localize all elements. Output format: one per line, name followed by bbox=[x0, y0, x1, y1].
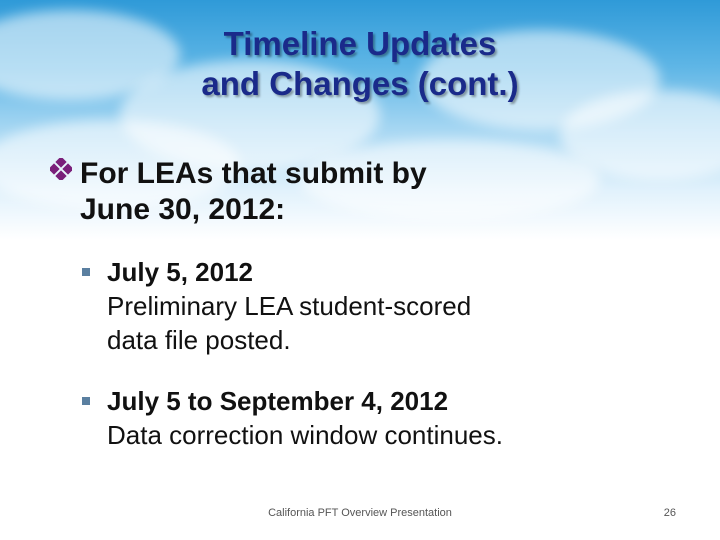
square-bullet-icon bbox=[82, 397, 90, 405]
sub-bullet-1-line-2: data file posted. bbox=[107, 325, 291, 355]
slide-title bbox=[120, 24, 600, 104]
sub-bullet-2-line-1: Data correction window continues. bbox=[107, 420, 503, 450]
main-bullet-line-1: For LEAs that submit by bbox=[80, 157, 427, 190]
sub-bullet-1-heading: July 5, 2012 bbox=[107, 257, 253, 287]
main-bullet-text bbox=[80, 156, 650, 228]
page-number: 26 bbox=[663, 507, 676, 519]
title-line-1: Timeline Updates bbox=[223, 25, 497, 62]
footer-text: California PFT Overview Presentation bbox=[268, 507, 452, 519]
main-bullet bbox=[50, 156, 650, 228]
sub-bullet-2-heading: July 5 to September 4, 2012 bbox=[107, 386, 449, 416]
square-bullet-icon bbox=[82, 268, 90, 276]
sub-bullet-1 bbox=[82, 256, 682, 357]
diamond-bullet-icon bbox=[50, 158, 72, 180]
title-line-2: and Changes (cont.) bbox=[201, 65, 519, 102]
sub-bullet-1-line-1: Preliminary LEA student-scored bbox=[107, 291, 472, 321]
sub-bullet-2 bbox=[82, 385, 682, 452]
main-bullet-line-2: June 30, 2012: bbox=[80, 193, 286, 226]
